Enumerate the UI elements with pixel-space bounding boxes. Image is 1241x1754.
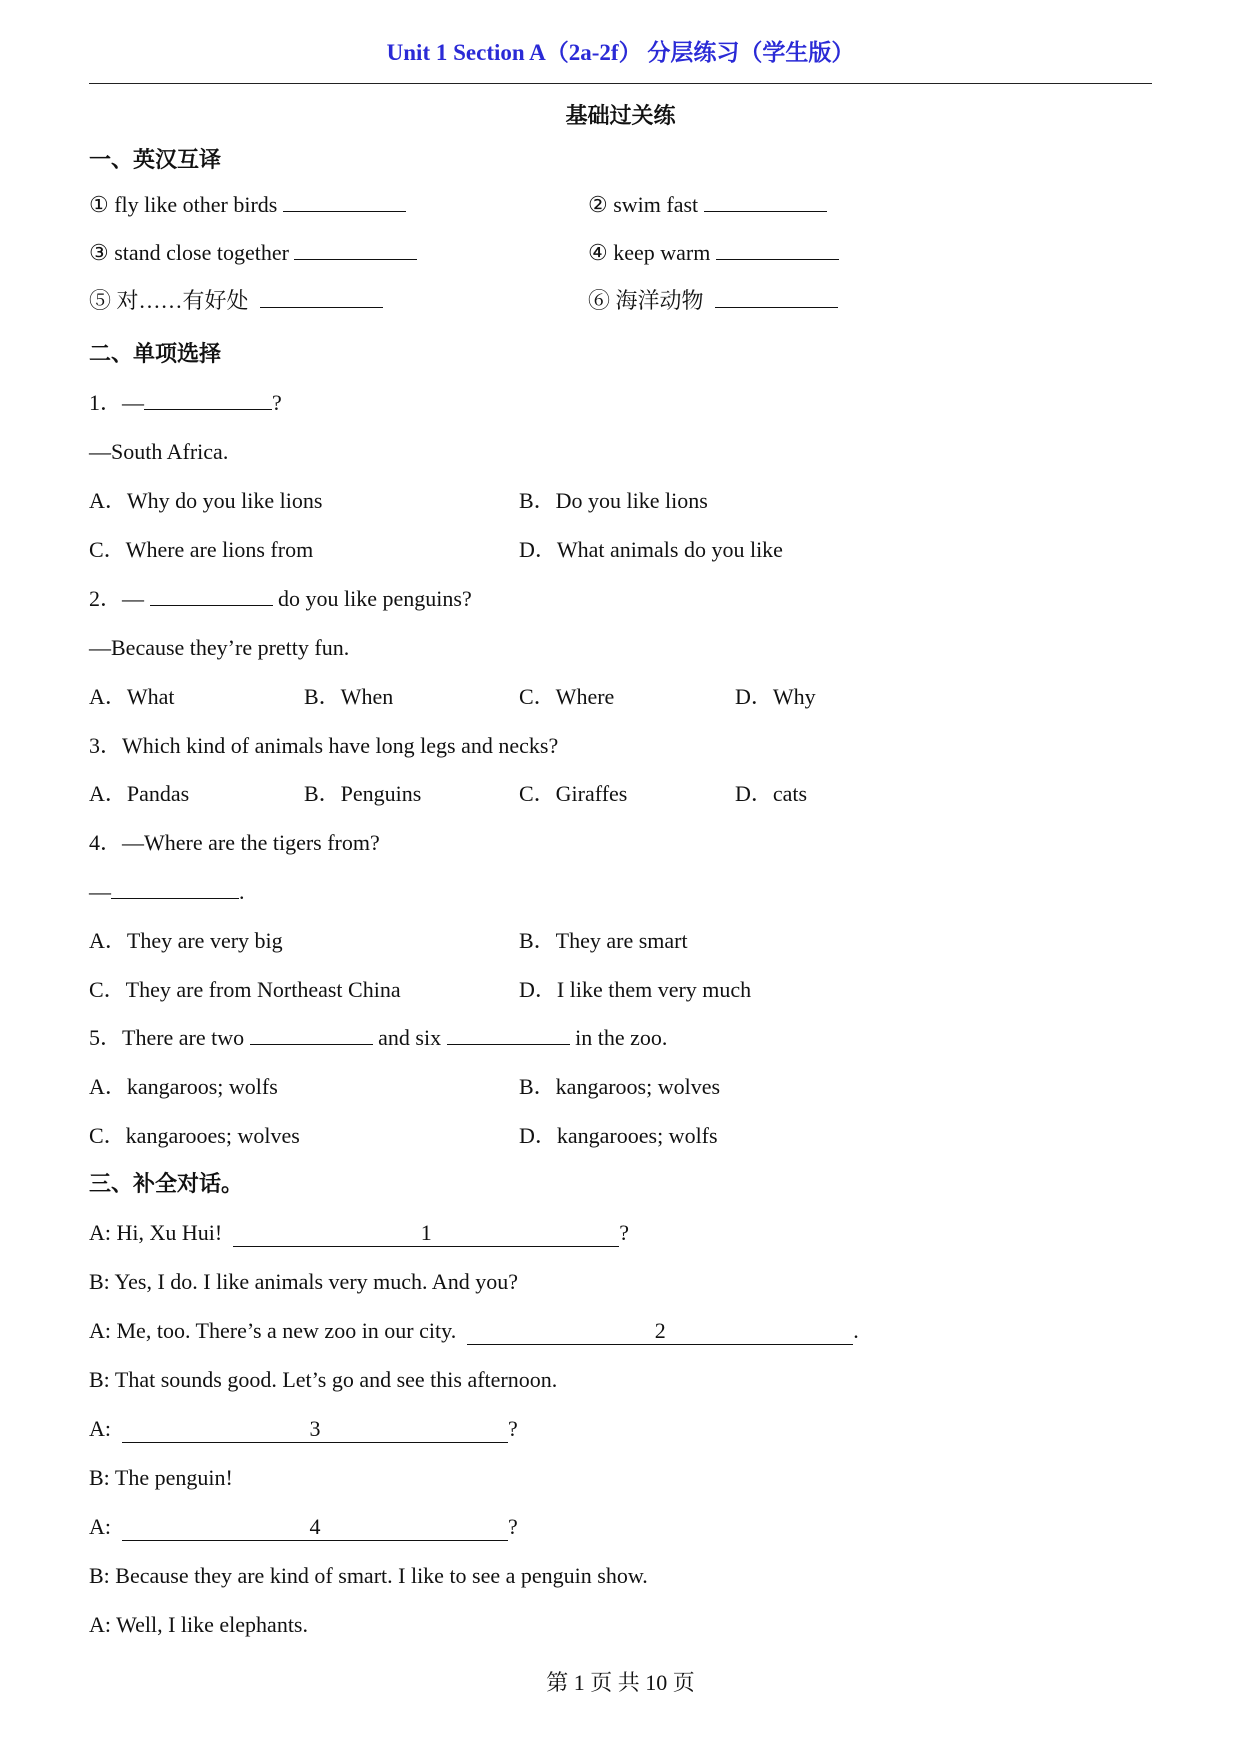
question-2-option-d[interactable]: D．Why [735, 684, 816, 709]
question-4-option-d[interactable]: D．I like them very much [519, 977, 752, 1002]
question-5-stem: 5．There are two and six in the zoo. [89, 1022, 667, 1054]
question-3-option-d[interactable]: D．cats [735, 781, 808, 806]
question-4-answer: — . [89, 876, 245, 908]
dialogue-line-4: B: That sounds good. Let’s go and see this afternoon. [89, 1367, 558, 1392]
section-subtitle: 基础过关练 [565, 103, 676, 128]
question-2-option-b[interactable]: B．When [304, 684, 394, 709]
dialogue-blank-1[interactable]: 1 [233, 1220, 619, 1247]
answer-blank[interactable] [111, 876, 239, 899]
question-1-answer: —South Africa. [89, 439, 229, 464]
answer-blank[interactable] [144, 387, 272, 410]
dialogue-line-7: A: 4 ? [89, 1514, 518, 1539]
translate-item-1: ① fly like other birds [89, 189, 406, 221]
translate-item-6: ⑥ 海洋动物 [588, 285, 838, 317]
translate-item-5: ⑤ 对……有好处 [89, 285, 383, 317]
question-4-option-a[interactable]: A．They are very big [89, 928, 283, 953]
question-2-stem: 2．— do you like penguins? [89, 583, 472, 615]
question-4-stem: 4．—Where are the tigers from? [89, 830, 380, 855]
dialogue-line-5: A: 3 ? [89, 1416, 518, 1441]
answer-blank[interactable] [250, 1022, 373, 1045]
dialogue-blank-2[interactable]: 2 [467, 1318, 853, 1345]
question-1-option-d[interactable]: D．What animals do you like [519, 537, 783, 562]
dialogue-line-1: A: Hi, Xu Hui! 1 ? [89, 1220, 629, 1245]
translate-item-3: ③ stand close together [89, 237, 417, 269]
question-4-option-c[interactable]: C．They are from Northeast China [89, 977, 401, 1002]
question-5-option-b[interactable]: B．kangaroos; wolves [519, 1074, 721, 1099]
question-3-stem: 3．Which kind of animals have long legs and necks? [89, 733, 559, 758]
dialogue-line-2: B: Yes, I do. I like animals very much. And you? [89, 1269, 518, 1294]
section2-heading: 二、单项选择 [89, 341, 222, 366]
answer-blank[interactable] [716, 237, 839, 260]
question-5-option-a[interactable]: A．kangaroos; wolfs [89, 1074, 278, 1099]
question-4-option-b[interactable]: B．They are smart [519, 928, 688, 953]
question-2-option-c[interactable]: C．Where [519, 684, 615, 709]
dialogue-line-3: A: Me, too. There’s a new zoo in our city. 2 . [89, 1318, 859, 1343]
translate-item-4: ④ keep warm [588, 237, 839, 269]
answer-blank[interactable] [260, 285, 383, 308]
answer-blank[interactable] [294, 237, 417, 260]
dialogue-line-9: A: Well, I like elephants. [89, 1612, 308, 1637]
dialogue-line-6: B: The penguin! [89, 1465, 233, 1490]
question-1-option-b[interactable]: B．Do you like lions [519, 488, 708, 513]
question-1-option-c[interactable]: C．Where are lions from [89, 537, 314, 562]
question-3-option-b[interactable]: B．Penguins [304, 781, 422, 806]
answer-blank[interactable] [447, 1022, 570, 1045]
dialogue-line-8: B: Because they are kind of smart. I like to see a penguin show. [89, 1563, 648, 1588]
section3-heading: 三、补全对话。 [89, 1171, 244, 1196]
translate-item-2: ② swim fast [588, 189, 827, 221]
dialogue-blank-3[interactable]: 3 [122, 1416, 508, 1443]
question-3-option-a[interactable]: A．Pandas [89, 781, 190, 806]
question-1-option-a[interactable]: A．Why do you like lions [89, 488, 323, 513]
dialogue-blank-4[interactable]: 4 [122, 1514, 508, 1541]
question-5-option-d[interactable]: D．kangarooes; wolfs [519, 1123, 718, 1148]
question-2-option-a[interactable]: A．What [89, 684, 175, 709]
question-2-answer: —Because they’re pretty fun. [89, 635, 350, 660]
question-1-stem: 1．— ? [89, 387, 282, 419]
answer-blank[interactable] [283, 189, 406, 212]
section1-heading: 一、英汉互译 [89, 147, 222, 172]
answer-blank[interactable] [150, 583, 273, 606]
page-number: 第 1 页 共 10 页 [546, 1670, 695, 1695]
header-divider [89, 83, 1152, 84]
question-5-option-c[interactable]: C．kangarooes; wolves [89, 1123, 300, 1148]
answer-blank[interactable] [704, 189, 827, 212]
answer-blank[interactable] [715, 285, 838, 308]
worksheet-title: Unit 1 Section A（2a-2f） 分层练习（学生版） [386, 40, 855, 65]
question-3-option-c[interactable]: C．Giraffes [519, 781, 628, 806]
